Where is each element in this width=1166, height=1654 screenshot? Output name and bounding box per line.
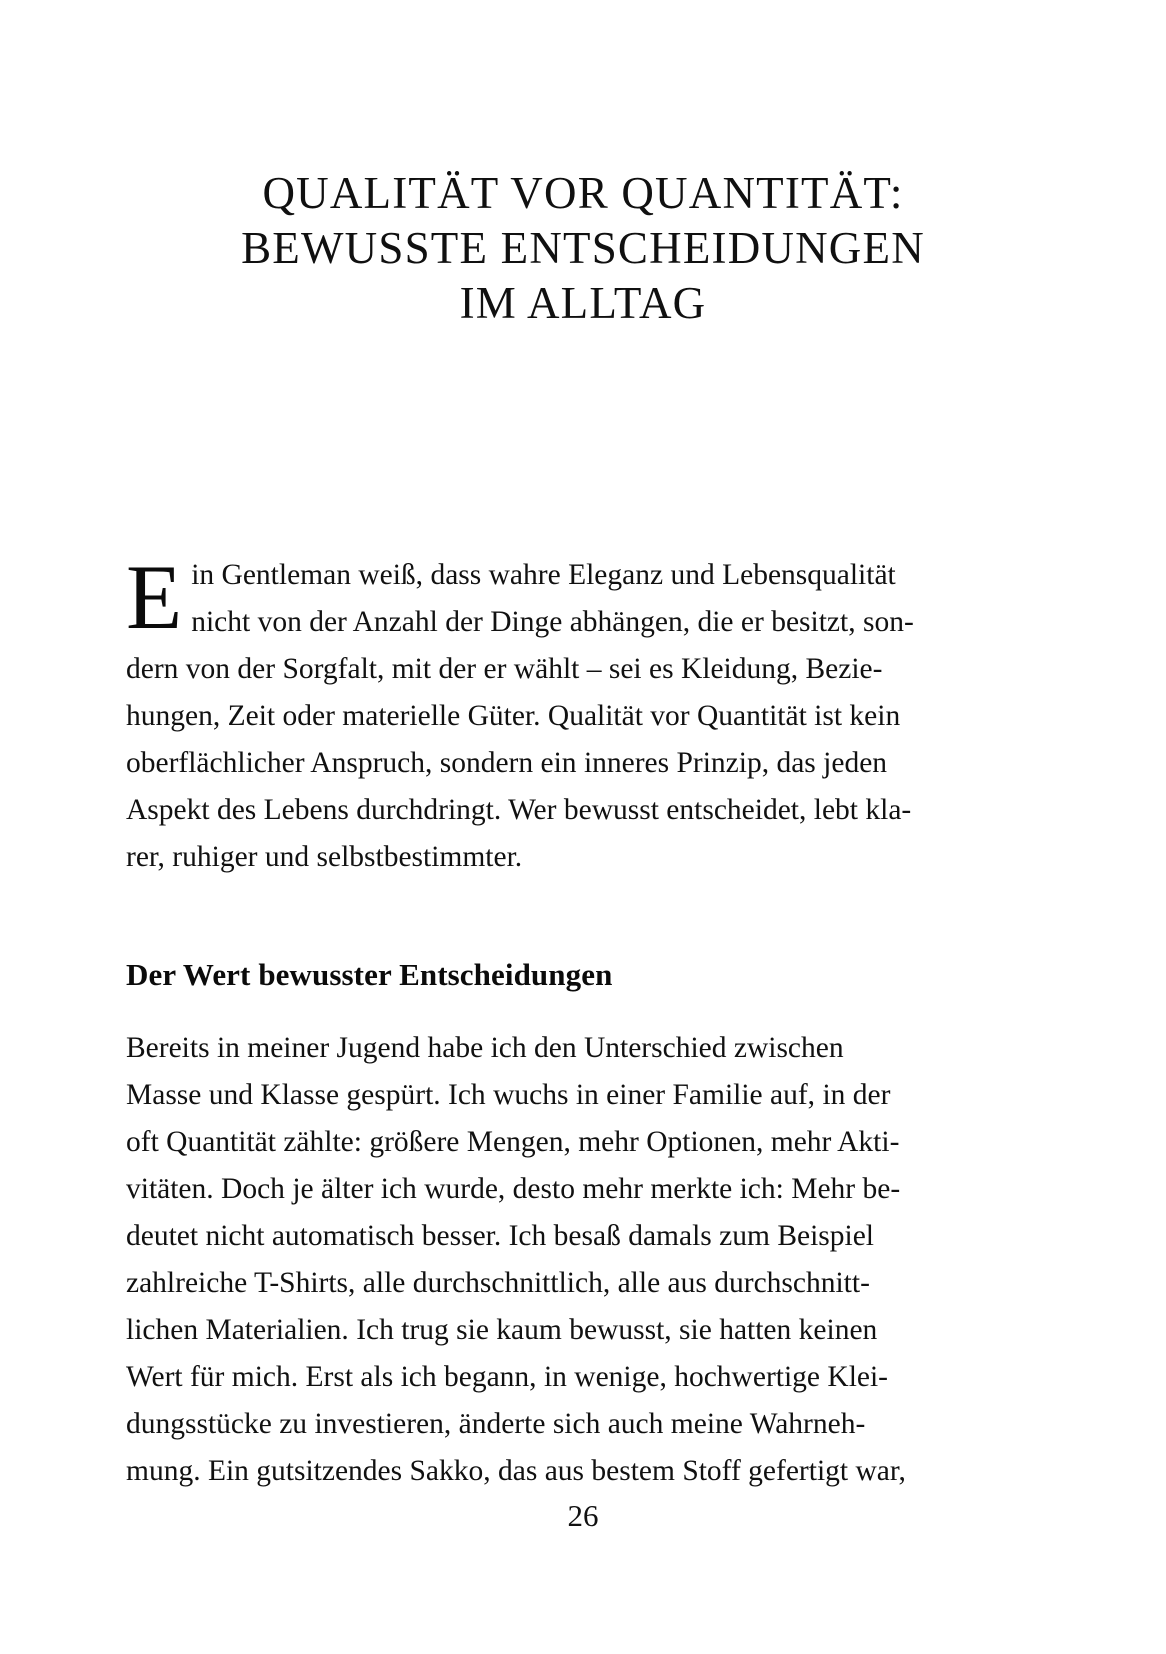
body-text-block [126,546,966,1495]
paragraph-body [126,1025,966,1495]
text-line: Wert für mich. Erst als ich begann, in wenige, hochwertige Klei- [126,1361,889,1393]
text-line: oft Quantität zählte: größere Mengen, mehr Optionen, mehr Akti- [126,1126,900,1158]
paragraph-opening-lines [126,546,966,881]
text-line: Masse und Klasse gespürt. Ich wuchs in einer Familie auf, in der [126,1079,891,1111]
section-subheading: Der Wert bewusster Entscheidungen [126,957,613,992]
text-line: dungsstücke zu investieren, änderte sich auch meine Wahrneh- [126,1408,866,1440]
drop-cap: E [126,546,183,648]
text-line: hungen, Zeit oder materielle Güter. Qualität vor Quantität ist kein [126,700,901,732]
text-line: in Gentleman weiß, dass wahre Eleganz und Lebensqualität [191,559,896,591]
text-line: nicht von der Anzahl der Dinge abhängen, die er besitzt, son- [191,606,914,638]
text-line: zahlreiche T-Shirts, alle durchschnittlich, alle aus durchschnitt- [126,1267,870,1299]
subheading-spacer [126,995,966,1025]
text-line: lichen Materialien. Ich trug sie kaum bewusst, sie hatten keinen [126,1314,878,1346]
text-line: vitäten. Doch je älter ich wurde, desto mehr merkte ich: Mehr be- [126,1173,901,1205]
paragraph-opening [126,546,966,881]
text-line: dern von der Sorgfalt, mit der er wählt – sei es Kleidung, Bezie- [126,653,883,685]
paragraph-body-lines [126,1025,966,1495]
chapter-title-line-3: IM ALLTAG [459,278,707,329]
text-line: deutet nicht automatisch besser. Ich besaß damals zum Beispiel [126,1220,874,1252]
text-line: Bereits in meiner Jugend habe ich den Unterschied zwischen [126,1032,844,1064]
text-line: Aspekt des Lebens durchdringt. Wer bewusst entscheidet, lebt kla- [126,794,912,826]
paragraph-spacer [126,881,966,955]
chapter-title-line-2: BEWUSSTE ENTSCHEIDUNGEN [241,223,925,274]
chapter-title [128,166,1038,331]
text-line: oberflächlicher Anspruch, sondern ein inneres Prinzip, das jeden [126,747,888,779]
page-number: 26 [567,1498,599,1533]
text-line: mung. Ein gutsitzendes Sakko, das aus bestem Stoff gefertigt war, [126,1455,906,1487]
text-line: rer, ruhiger und selbstbestimmter. [126,841,523,873]
chapter-title-line-1: QUALITÄT VOR QUANTITÄT: [262,168,904,219]
